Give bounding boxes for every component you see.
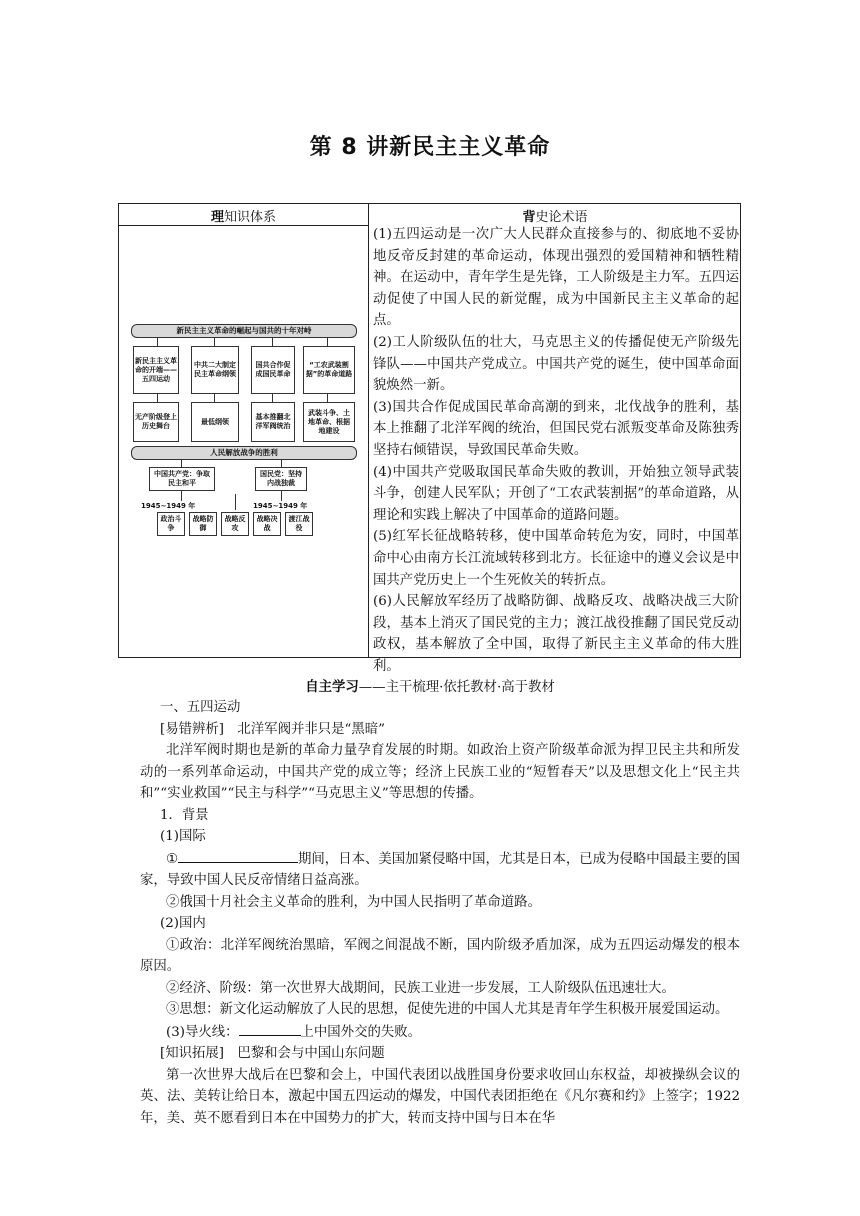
table-header-rule [119,225,368,226]
diagram-box: 中国共产党：争取民主和平 [149,467,215,491]
paragraph: (3)导火线： 上中国外交的失败。 [140,1021,740,1044]
diagram-box: 新民主主义革命的开端——五四运动 [133,346,179,394]
diagram-box: “工农武装割据”的革命道路 [303,346,355,394]
summary-table [118,203,741,674]
subheading: 1．背景 [160,807,209,823]
point-1: (1)五四运动是一次广大人民群众直接参与的、彻底地不妥协地反帝反封建的革命运动，体现出强烈的爱国精神和牺牲精神。在运动中，青年学生是先锋，工人阶级是主力军。五四运动促使了中国人民的新觉醒，成为中国新民主主义革命的起点。 [373,227,739,329]
point-5: (5)红军长征战略转移，使中国革命转危为安，同时，中国革命中心由南方长江流域转移到北方。长征途中的遵义会议是中国共产党历史上一个生死攸关的转折点。 [373,529,739,588]
knowledge-diagram [131,324,357,569]
page-title: 第 8 讲新民主主义革命 [309,135,551,160]
diagram-top-bar: 新民主主义革命的崛起与国共的十年对峙 [131,324,357,338]
diagram-box: 最低纲领 [191,402,239,442]
diagram-year: 1945~1949 年 [141,502,196,510]
section-title: 一、五四运动 [160,700,241,715]
paragraph: ③思想：新文化运动解放了人民的思想，促使先进的中国人尤其是青年学生积极开展爱国运动。 [166,1002,729,1017]
point-6: (6)人民解放军经历了战略防御、战略反攻、战略决战三大阶段，基本上消灭了国民党的主力；渡江战役推翻了国民党反动政权，基本解放了全中国，取得了新民主主义革命的伟大胜利。 [373,594,739,674]
diagram-box: 基本推翻北洋军阀统治 [251,402,295,442]
fill-blank[interactable] [239,1021,301,1036]
diagram-box: 战略防御 [189,512,217,536]
diagram-box: 政治斗争 [157,512,185,536]
paragraph: ②经济、阶级：第一次世界大战期间，民族工业进一步发展，工人阶级队伍迅速壮大。 [166,980,675,996]
point-4: (4)中国共产党吸取国民革命失败的教训，开始独立领导武装斗争，创建人民军队；开创了“工农武装割据”的革命道路，从理论和实践上解决了中国革命的道路问题。 [373,464,739,523]
error-note: [易错辨析] 北洋军阀并非只是“黑暗” [160,721,386,737]
paragraph: 第一次世界大战后在巴黎和会上，中国代表团以战胜国身份要求收回山东权益，却被操纵会议的英、法、美转让给日本，激起中国五四运动的爆发，中国代表团拒绝在《凡尔赛和约》上签字；1922 年，美、英不愿看到日本在中国势力的扩大，转而支持中国与日本在华 [140,1067,740,1126]
diagram-box: 武装斗争、土地革命、根据地建设 [303,402,355,442]
diagram-box: 无产阶级登上历史舞台 [133,402,179,442]
subheading: (2)国内 [160,916,206,931]
study-body [140,697,740,1129]
section-heading: 自主学习——主干梳理·依托教材·高于教材 [305,680,555,695]
point-2: (2)工人阶级队伍的壮大，马克思主义的传播促使无产阶级先锋队——中国共产党成立。中国共产党的诞生，使中国革命面貌焕然一新。 [373,334,739,394]
right-header: 背史论术语 [522,210,588,225]
table-divider [368,204,369,657]
diagram-box: 渡江战役 [285,512,313,536]
diagram-box: 国民党：坚持内战独裁 [255,467,307,491]
diagram-year: 1945~1949 年 [253,502,308,510]
left-header: 理知识体系 [210,210,277,225]
paragraph: ①政治：北洋军阀统治黑暗，军阀之间混战不断，国内阶级矛盾加深，成为五四运动爆发的根本原因。 [140,937,740,974]
diagram-box: 战略反攻 [221,512,249,536]
diagram-box: 国共合作促成国民革命 [251,346,295,394]
diagram-box: 中共二大制定民主革命纲领 [191,346,239,394]
subheading: (1)国际 [160,829,206,844]
diagram-mid-bar: 人民解放战争的胜利 [131,446,357,460]
diagram-box: 战略决战 [253,512,281,536]
extension-note: [知识拓展] 巴黎和会与中国山东问题 [160,1046,385,1061]
history-points [373,224,739,677]
paragraph: 北洋军阀时期也是新的革命力量孕育发展的时期。如政治上资产阶级革命派为捍卫民主共和所发动的一系列革命运动，中国共产党的成立等；经济上民族工业的“短暂春天”以及思想文化上“民主共和”“实业救国”“民主与科学”“马克思主义”等思想的传播。 [140,743,740,801]
point-3: (3)国共合作促成国民革命高潮的到来，北伐战争的胜利，基本上推翻了北洋军阀的统治，但国民党右派叛变革命及陈独秀坚持右倾错误，导致国民革命失败。 [373,399,739,458]
paragraph: ① 期间，日本、美国加紧侵略中国，尤其是日本，已成为侵略中国最主要的国家，导致中国人民反帝情绪日益高涨。 [140,848,740,892]
fill-blank[interactable] [178,848,298,863]
paragraph: ②俄国十月社会主义革命的胜利，为中国人民指明了革命道路。 [166,894,541,910]
